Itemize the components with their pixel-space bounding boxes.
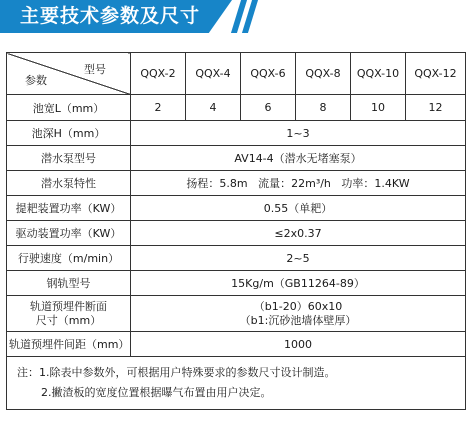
- value-cell: 1~3: [131, 121, 466, 146]
- row-label-line: 尺寸（mm）: [35, 313, 102, 327]
- value-cell: 10: [351, 95, 406, 121]
- value-cell: ≤2x0.37: [131, 221, 466, 246]
- model-cell: QQX-10: [351, 53, 406, 95]
- row-label: 驱动装置功率（KW）: [7, 221, 131, 246]
- value-cell: [131, 296, 466, 332]
- model-cell: QQX-8: [296, 53, 351, 95]
- notes-cell: [7, 357, 466, 410]
- value-cell: 8: [296, 95, 351, 121]
- corner-label-model: 型号: [84, 63, 106, 76]
- value-cell: 6: [241, 95, 296, 121]
- model-cell: QQX-2: [131, 53, 186, 95]
- table-row-embed-section: [7, 296, 466, 332]
- header-title: 主要技术参数及尺寸: [20, 5, 201, 27]
- value-line: （b1:沉砂池墙体壁厚）: [239, 313, 357, 327]
- value-cell: 12: [406, 95, 466, 121]
- table-row-travel-speed: [7, 246, 466, 271]
- table-row-drive-power: [7, 221, 466, 246]
- table-row-notes: [7, 357, 466, 410]
- table-row-pool-depth: [7, 121, 466, 146]
- model-cell: QQX-6: [241, 53, 296, 95]
- value-cell: 2: [131, 95, 186, 121]
- row-label-line: 轨道预埋件断面: [30, 299, 107, 313]
- row-label: 行驶速度（m/min）: [7, 246, 131, 271]
- model-cell: QQX-12: [406, 53, 466, 95]
- row-label: 轨道预埋件间距（mm）: [7, 332, 131, 357]
- value-cell: 0.55（单耙）: [131, 196, 466, 221]
- note-line: 注：1.除表中参数外，可根据用户特殊要求的参数尺寸设计制造。: [17, 366, 336, 379]
- value-cell: 4: [186, 95, 241, 121]
- value-cell: 15Kg/m（GB11264-89）: [131, 271, 466, 296]
- table-row-models: [7, 53, 466, 95]
- table-row-lift-power: [7, 196, 466, 221]
- value-cell: 1000: [131, 332, 466, 357]
- table-row-pool-width: [7, 95, 466, 121]
- corner-cell: [7, 53, 131, 95]
- row-label: 潜水泵特性: [7, 171, 131, 196]
- row-label: 池深H（mm）: [7, 121, 131, 146]
- value-cell: 扬程：5.8m 流量：22m³/h 功率：1.4KW: [131, 171, 466, 196]
- row-label: 钢轨型号: [7, 271, 131, 296]
- spec-table: [6, 52, 466, 410]
- table-row-pump-char: [7, 171, 466, 196]
- row-label: 池宽L（mm）: [7, 95, 131, 121]
- corner-label-param: 参数: [25, 74, 47, 87]
- table-row-pump-model: [7, 146, 466, 171]
- note-line: 2.撇渣板的宽度位置根据曝气布置由用户决定。: [41, 386, 272, 399]
- value-cell: AV14-4（潜水无堵塞泵）: [131, 146, 466, 171]
- row-label: 潜水泵型号: [7, 146, 131, 171]
- model-cell: QQX-4: [186, 53, 241, 95]
- row-label: [7, 296, 131, 332]
- value-line: （b1-20）60x10: [253, 299, 343, 313]
- table-row-rail-model: [7, 271, 466, 296]
- row-label: 提耙装置功率（KW）: [7, 196, 131, 221]
- table-row-embed-spacing: [7, 332, 466, 357]
- value-cell: 2~5: [131, 246, 466, 271]
